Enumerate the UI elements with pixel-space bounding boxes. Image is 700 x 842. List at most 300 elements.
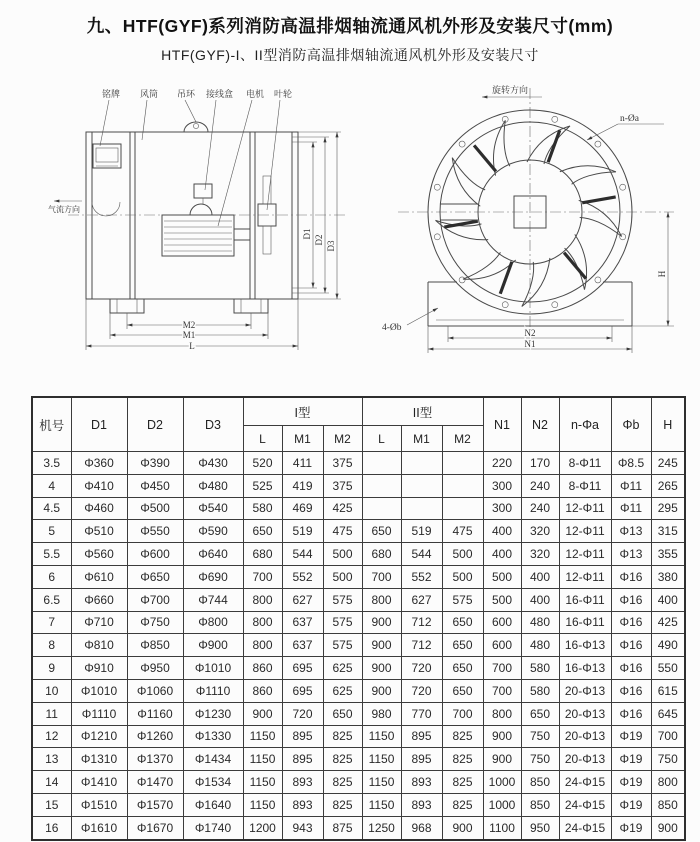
table-row (32, 452, 685, 475)
table-cell: 375 (323, 474, 362, 497)
table-cell: 900 (651, 816, 685, 839)
table-cell: 12-Φ11 (559, 497, 611, 520)
table-cell: 490 (651, 634, 685, 657)
col-header-model: 机号 (32, 397, 71, 452)
table-cell: 8-Φ11 (559, 452, 611, 475)
table-cell: Φ19 (611, 748, 651, 771)
page-title: 九、HTF(GYF)系列消防高温排烟轴流通风机外形及安装尺寸(mm) (86, 16, 614, 36)
table-cell: 860 (243, 657, 282, 680)
table-cell: Φ1160 (127, 702, 183, 725)
table-cell: 380 (651, 565, 685, 588)
table-cell: 850 (521, 793, 559, 816)
mounting-feet (110, 299, 268, 313)
table-cell: 220 (483, 452, 521, 475)
table-cell: Φ19 (611, 771, 651, 794)
table-cell: 9 (32, 657, 71, 680)
table-cell (442, 474, 483, 497)
table-cell: Φ1310 (71, 748, 127, 771)
table-cell: 315 (651, 520, 685, 543)
table-cell: Φ16 (611, 634, 651, 657)
dim-m2-label: M2 (182, 320, 196, 330)
col-header-d1: D1 (71, 397, 127, 452)
table-cell: Φ13 (611, 543, 651, 566)
table-cell: 850 (651, 793, 685, 816)
table-cell: Φ700 (127, 588, 183, 611)
table-cell: Φ500 (127, 497, 183, 520)
table-cell: 712 (401, 611, 442, 634)
table-cell: 980 (362, 702, 401, 725)
table-cell: 895 (401, 725, 442, 748)
table-cell: 700 (243, 565, 282, 588)
page-subtitle: HTF(GYF)-I、II型消防高温排烟轴流通风机外形及安装尺寸 (161, 47, 539, 63)
col-header-d3: D3 (183, 397, 243, 452)
table-cell: 800 (362, 588, 401, 611)
table-cell: 300 (483, 474, 521, 497)
table-cell: 825 (442, 725, 483, 748)
table-cell: 575 (323, 611, 362, 634)
table-cell: 720 (401, 679, 442, 702)
table-cell: 544 (282, 543, 323, 566)
table-cell: 8-Φ11 (559, 474, 611, 497)
table-cell: 615 (651, 679, 685, 702)
table-cell: 24-Φ15 (559, 816, 611, 839)
table-cell: 575 (323, 588, 362, 611)
base-dimensions (428, 326, 632, 353)
table-cell: 295 (651, 497, 685, 520)
rotation-direction (482, 84, 542, 97)
table-cell: 575 (442, 588, 483, 611)
table-cell: 5 (32, 520, 71, 543)
table-cell: 900 (362, 611, 401, 634)
table-cell: Φ16 (611, 679, 651, 702)
table-cell: 650 (442, 611, 483, 634)
table-cell: 943 (282, 816, 323, 839)
table-cell: 1100 (483, 816, 521, 839)
table-cell: Φ540 (183, 497, 243, 520)
table-cell: 500 (442, 565, 483, 588)
table-cell: 320 (521, 520, 559, 543)
table-cell: 1000 (483, 771, 521, 794)
table-cell: 637 (282, 634, 323, 657)
table-cell (362, 474, 401, 497)
table-cell: 20-Φ13 (559, 748, 611, 771)
airflow-direction (48, 201, 82, 214)
table-cell (442, 497, 483, 520)
table-cell: 625 (323, 679, 362, 702)
table-row (32, 634, 685, 657)
table-cell: 4.5 (32, 497, 71, 520)
table-cell: 900 (362, 634, 401, 657)
table-cell: 400 (483, 520, 521, 543)
table-cell: Φ19 (611, 793, 651, 816)
table-cell: Φ360 (71, 452, 127, 475)
table-cell: 500 (323, 565, 362, 588)
lifting-ring-label: 吊环 (177, 89, 196, 99)
col-header-na: n-Φa (559, 397, 611, 452)
table-cell: 469 (282, 497, 323, 520)
table-cell: 24-Φ15 (559, 793, 611, 816)
lifting-ring (184, 122, 208, 132)
table-row (32, 497, 685, 520)
col-header-type1-m1: M1 (282, 426, 323, 452)
table-cell: 12-Φ11 (559, 543, 611, 566)
table-cell: 400 (651, 588, 685, 611)
table-cell: Φ19 (611, 816, 651, 839)
table-cell: 425 (323, 497, 362, 520)
col-header-type2-m1: M1 (401, 426, 442, 452)
col-header-phib: Φb (611, 397, 651, 452)
table-cell: Φ1060 (127, 679, 183, 702)
table-cell: 552 (401, 565, 442, 588)
table-cell: 1150 (362, 725, 401, 748)
junction-box (190, 184, 212, 215)
table-cell: Φ1230 (183, 702, 243, 725)
duct-leader (142, 100, 147, 140)
table-cell: 240 (521, 474, 559, 497)
table-row (32, 588, 685, 611)
impeller-leader (267, 100, 280, 210)
col-header-type1-l: L (243, 426, 282, 452)
table-cell: 650 (442, 657, 483, 680)
table-cell: 893 (282, 771, 323, 794)
col-header-type2-l: L (362, 426, 401, 452)
table-cell (401, 497, 442, 520)
table-cell: 10 (32, 679, 71, 702)
table-cell: 400 (483, 543, 521, 566)
table-cell: 637 (282, 611, 323, 634)
table-cell: 750 (521, 748, 559, 771)
table-cell: 900 (483, 725, 521, 748)
table-cell: Φ690 (183, 565, 243, 588)
table-cell: Φ910 (71, 657, 127, 680)
table-cell: 720 (401, 657, 442, 680)
table-cell: 8 (32, 634, 71, 657)
table-cell: Φ430 (183, 452, 243, 475)
table-cell: 627 (401, 588, 442, 611)
table-cell: 895 (282, 748, 323, 771)
table-cell: Φ1210 (71, 725, 127, 748)
table-cell: 695 (282, 657, 323, 680)
table-cell: 680 (243, 543, 282, 566)
table-cell: Φ744 (183, 588, 243, 611)
height-dimension (632, 212, 674, 326)
table-cell: 550 (651, 657, 685, 680)
table-cell: 24-Φ15 (559, 771, 611, 794)
table-cell: Φ640 (183, 543, 243, 566)
table-cell: 695 (282, 679, 323, 702)
table-cell: Φ900 (183, 634, 243, 657)
col-header-type2-m2: M2 (442, 426, 483, 452)
table-cell: 700 (483, 657, 521, 680)
nameplate (93, 144, 121, 168)
table-cell: 525 (243, 474, 282, 497)
dim-h-label: H (657, 270, 667, 278)
table-row (32, 520, 685, 543)
table-cell: 900 (483, 748, 521, 771)
table-cell: 16-Φ11 (559, 611, 611, 634)
dim-m1-label: M1 (182, 330, 196, 340)
table-row (32, 611, 685, 634)
table-cell: 680 (362, 543, 401, 566)
table-cell: 500 (483, 565, 521, 588)
table-cell: 800 (243, 634, 282, 657)
table-cell: 400 (521, 565, 559, 588)
table-cell: Φ1410 (71, 771, 127, 794)
nameplate-leader (100, 100, 109, 146)
table-row (32, 816, 685, 839)
table-cell: Φ1370 (127, 748, 183, 771)
flange-holes-label: n-Øa (620, 114, 639, 124)
table-cell: Φ710 (71, 611, 127, 634)
dimension-table (31, 396, 686, 841)
table-cell: 13 (32, 748, 71, 771)
table-cell: 825 (323, 725, 362, 748)
table-cell: Φ1610 (71, 816, 127, 839)
table-cell: 950 (521, 816, 559, 839)
table-cell: 170 (521, 452, 559, 475)
table-cell: 12-Φ11 (559, 565, 611, 588)
table-cell: 425 (651, 611, 685, 634)
table-cell: 16-Φ11 (559, 588, 611, 611)
table-cell: 895 (282, 725, 323, 748)
table-row (32, 679, 685, 702)
table-row (32, 771, 685, 794)
table-cell: 1150 (243, 793, 282, 816)
table-cell: 519 (282, 520, 323, 543)
col-group-type2: II型 (362, 397, 483, 426)
spec-table-body (32, 452, 685, 840)
table-cell: 20-Φ13 (559, 725, 611, 748)
table-cell: 240 (521, 497, 559, 520)
table-cell: 968 (401, 816, 442, 839)
table-cell: 300 (483, 497, 521, 520)
table-cell: 895 (401, 748, 442, 771)
table-cell: 650 (521, 702, 559, 725)
table-cell: 1150 (362, 771, 401, 794)
table-cell: 1250 (362, 816, 401, 839)
table-cell: Φ390 (127, 452, 183, 475)
table-cell: 419 (282, 474, 323, 497)
table-cell: 800 (483, 702, 521, 725)
length-dimensions (86, 299, 298, 351)
table-cell: 480 (521, 611, 559, 634)
table-cell: 400 (521, 588, 559, 611)
duct-label: 风筒 (140, 89, 159, 99)
table-row (32, 793, 685, 816)
table-row (32, 474, 685, 497)
table-cell: 480 (521, 634, 559, 657)
table-cell: 16-Φ13 (559, 657, 611, 680)
table-cell: Φ650 (127, 565, 183, 588)
table-cell: 580 (521, 657, 559, 680)
table-cell: 712 (401, 634, 442, 657)
table-cell: 20-Φ13 (559, 702, 611, 725)
col-header-h: H (651, 397, 685, 452)
table-cell: 825 (323, 793, 362, 816)
table-cell: 14 (32, 771, 71, 794)
table-cell: Φ850 (127, 634, 183, 657)
table-cell: 875 (323, 816, 362, 839)
table-cell: 650 (243, 520, 282, 543)
table-cell: 800 (243, 611, 282, 634)
table-cell: 11 (32, 702, 71, 725)
table-cell: 375 (323, 452, 362, 475)
table-cell: 650 (442, 679, 483, 702)
table-cell: Φ1110 (71, 702, 127, 725)
table-cell (362, 497, 401, 520)
table-cell: Φ550 (127, 520, 183, 543)
table-cell: 645 (651, 702, 685, 725)
table-row (32, 748, 685, 771)
table-cell: 893 (401, 793, 442, 816)
table-cell: Φ1640 (183, 793, 243, 816)
front-view-drawing (380, 80, 692, 360)
drawings-area (0, 80, 700, 380)
table-cell: 825 (442, 793, 483, 816)
col-header-n1: N1 (483, 397, 521, 452)
table-cell: Φ1510 (71, 793, 127, 816)
table-cell: 627 (282, 588, 323, 611)
rotation-direction-label: 旋转方向 (491, 85, 529, 95)
table-cell: 860 (243, 679, 282, 702)
dim-n2-label: N2 (524, 328, 536, 338)
lifting-ring-leader (185, 100, 196, 122)
table-cell: Φ800 (183, 611, 243, 634)
table-cell: 700 (362, 565, 401, 588)
table-cell: 6 (32, 565, 71, 588)
table-cell: Φ1534 (183, 771, 243, 794)
table-cell: Φ11 (611, 497, 651, 520)
table-cell: 900 (243, 702, 282, 725)
table-cell: Φ950 (127, 657, 183, 680)
table-cell: 552 (282, 565, 323, 588)
dim-l-label: L (189, 341, 195, 351)
table-header (32, 397, 685, 452)
table-row (32, 725, 685, 748)
table-cell: 5.5 (32, 543, 71, 566)
table-cell: Φ510 (71, 520, 127, 543)
table-cell: 3.5 (32, 452, 71, 475)
junction-box-leader (205, 100, 216, 190)
table-cell: 700 (442, 702, 483, 725)
table-row (32, 565, 685, 588)
table-cell: 825 (442, 748, 483, 771)
table-cell: Φ16 (611, 565, 651, 588)
table-cell: 16 (32, 816, 71, 839)
table-cell: 15 (32, 793, 71, 816)
table-cell: Φ16 (611, 702, 651, 725)
table-cell: 580 (521, 679, 559, 702)
table-cell: Φ460 (71, 497, 127, 520)
table-cell: Φ13 (611, 520, 651, 543)
table-cell: 700 (651, 725, 685, 748)
table-cell: 893 (282, 793, 323, 816)
table-cell: Φ16 (611, 588, 651, 611)
table-cell: 1000 (483, 793, 521, 816)
table-cell: Φ590 (183, 520, 243, 543)
table-cell: 544 (401, 543, 442, 566)
table-cell: 519 (401, 520, 442, 543)
table-cell: 1150 (243, 748, 282, 771)
table-cell (442, 452, 483, 475)
table-cell: Φ610 (71, 565, 127, 588)
table-cell: Φ1434 (183, 748, 243, 771)
table-cell: 500 (483, 588, 521, 611)
table-cell: 500 (442, 543, 483, 566)
table-cell: 825 (323, 771, 362, 794)
table-cell: 770 (401, 702, 442, 725)
table-cell: 825 (442, 771, 483, 794)
table-cell: Φ1570 (127, 793, 183, 816)
col-header-d2: D2 (127, 397, 183, 452)
table-cell: Φ19 (611, 725, 651, 748)
table-cell: 750 (651, 748, 685, 771)
side-view-drawing (46, 84, 380, 358)
table-cell: Φ450 (127, 474, 183, 497)
table-cell: 625 (323, 657, 362, 680)
inlet-cone (92, 202, 120, 216)
table-cell: Φ1740 (183, 816, 243, 839)
table-cell: 600 (483, 634, 521, 657)
col-header-type1-m2: M2 (323, 426, 362, 452)
table-cell: 475 (442, 520, 483, 543)
table-cell: Φ1260 (127, 725, 183, 748)
table-cell: Φ16 (611, 657, 651, 680)
table-cell: 4 (32, 474, 71, 497)
table-cell: 265 (651, 474, 685, 497)
motor (162, 215, 250, 256)
table-cell: Φ16 (611, 611, 651, 634)
table-cell: 700 (483, 679, 521, 702)
table-cell: 800 (243, 588, 282, 611)
table-cell: 825 (323, 748, 362, 771)
table-cell: 6.5 (32, 588, 71, 611)
table-cell: Φ1010 (183, 657, 243, 680)
table-cell: 1150 (243, 771, 282, 794)
motor-label: 电机 (246, 89, 265, 99)
dim-n1-label: N1 (524, 339, 536, 349)
foot-holes-callout (382, 308, 438, 333)
table-cell: 800 (651, 771, 685, 794)
table-cell: Φ1330 (183, 725, 243, 748)
table-cell: Φ1010 (71, 679, 127, 702)
table-cell: Φ1110 (183, 679, 243, 702)
table-cell: 355 (651, 543, 685, 566)
table-cell: 20-Φ13 (559, 679, 611, 702)
table-cell: Φ1470 (127, 771, 183, 794)
table-row (32, 543, 685, 566)
table-cell: 650 (442, 634, 483, 657)
table-cell: 720 (282, 702, 323, 725)
table-cell: 650 (323, 702, 362, 725)
table-cell: 475 (323, 520, 362, 543)
table-cell: Φ660 (71, 588, 127, 611)
airflow-direction-label: 气流方向 (48, 205, 80, 214)
table-cell: Φ810 (71, 634, 127, 657)
table-cell: 750 (521, 725, 559, 748)
table-cell: 600 (483, 611, 521, 634)
table-cell: 12 (32, 725, 71, 748)
table-cell: Φ1670 (127, 816, 183, 839)
table-cell: Φ600 (127, 543, 183, 566)
table-cell: 12-Φ11 (559, 520, 611, 543)
foot-holes-label: 4-Øb (382, 323, 402, 333)
table-cell: Φ750 (127, 611, 183, 634)
table-cell: Φ480 (183, 474, 243, 497)
nameplate-label: 铭牌 (102, 89, 121, 99)
table-cell: 320 (521, 543, 559, 566)
table-cell: 16-Φ13 (559, 634, 611, 657)
